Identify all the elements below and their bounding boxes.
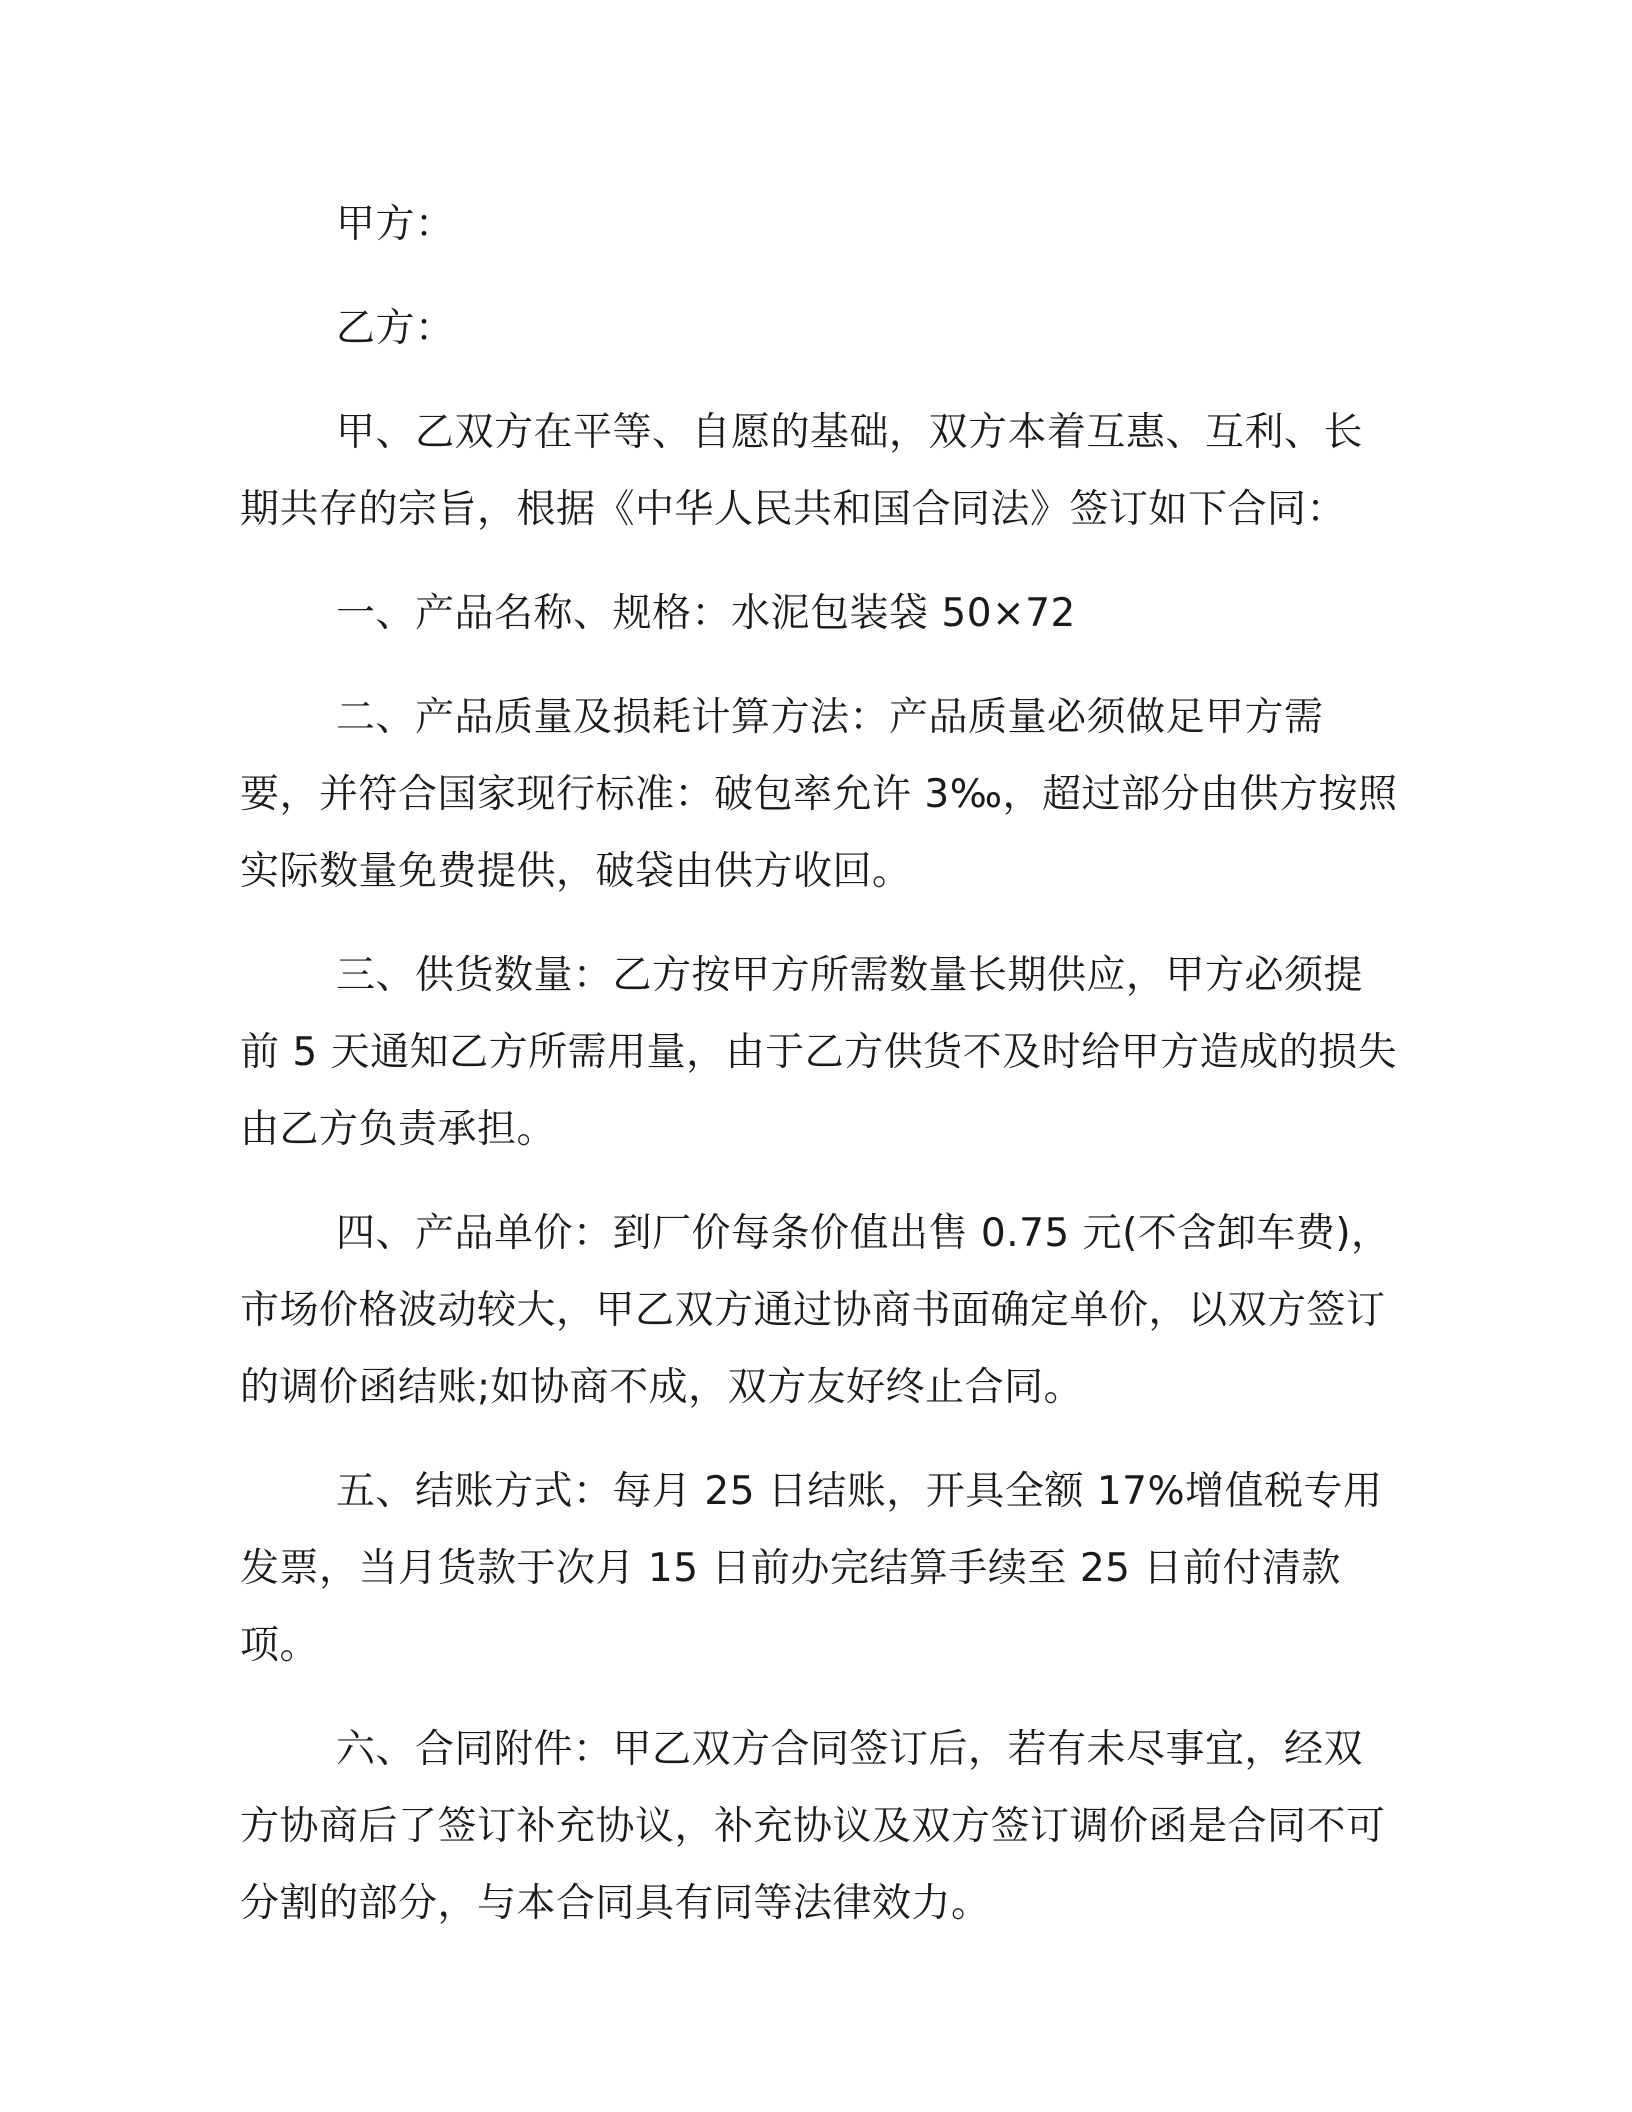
intro-paragraph: 甲、乙双方在平等、自愿的基础，双方本着互惠、互利、长期共存的宗旨，根据《中华人民共和国合同法》签订如下合同： [240, 410, 1364, 532]
clause-product-name: 一、产品名称、规格：水泥包装袋 50×72 [336, 591, 1076, 636]
clause-quality: 二、产品质量及损耗计算方法：产品质量必须做足甲方需要，并符合国家现行标准：破包率允许 3‰，超过部分由供方按照实际数量免费提供，破袋由供方收回。 [240, 695, 1398, 894]
party-a-line: 甲方： [336, 202, 455, 247]
party-b-line: 乙方： [336, 306, 455, 351]
clause-attachments: 六、合同附件：甲乙双方合同签订后，若有未尽事宜，经双方协商后了签订补充协议，补充协议及双方签订调价函是合同不可分割的部分，与本合同具有同等法律效力。 [240, 1727, 1386, 1926]
clause-quantity: 三、供货数量：乙方按甲方所需数量长期供应，甲方必须提前 5 天通知乙方所需用量，由于乙方供货不及时给甲方造成的损失由乙方负责承担。 [240, 953, 1398, 1152]
clause-settlement: 五、结账方式：每月 25 日结账，开具全额 17%增值税专用发票，当月货款于次月 15 日前办完结算手续至 25 日前付清款项。 [240, 1469, 1383, 1668]
contract-body [240, 186, 1400, 1969]
clause-unit-price: 四、产品单价：到厂价每条价值出售 0.75 元(不含卸车费)，市场价格波动较大，甲乙双方通过协商书面确定单价，以双方签订的调价函结账;如协商不成，双方友好终止合同。 [240, 1211, 1391, 1410]
